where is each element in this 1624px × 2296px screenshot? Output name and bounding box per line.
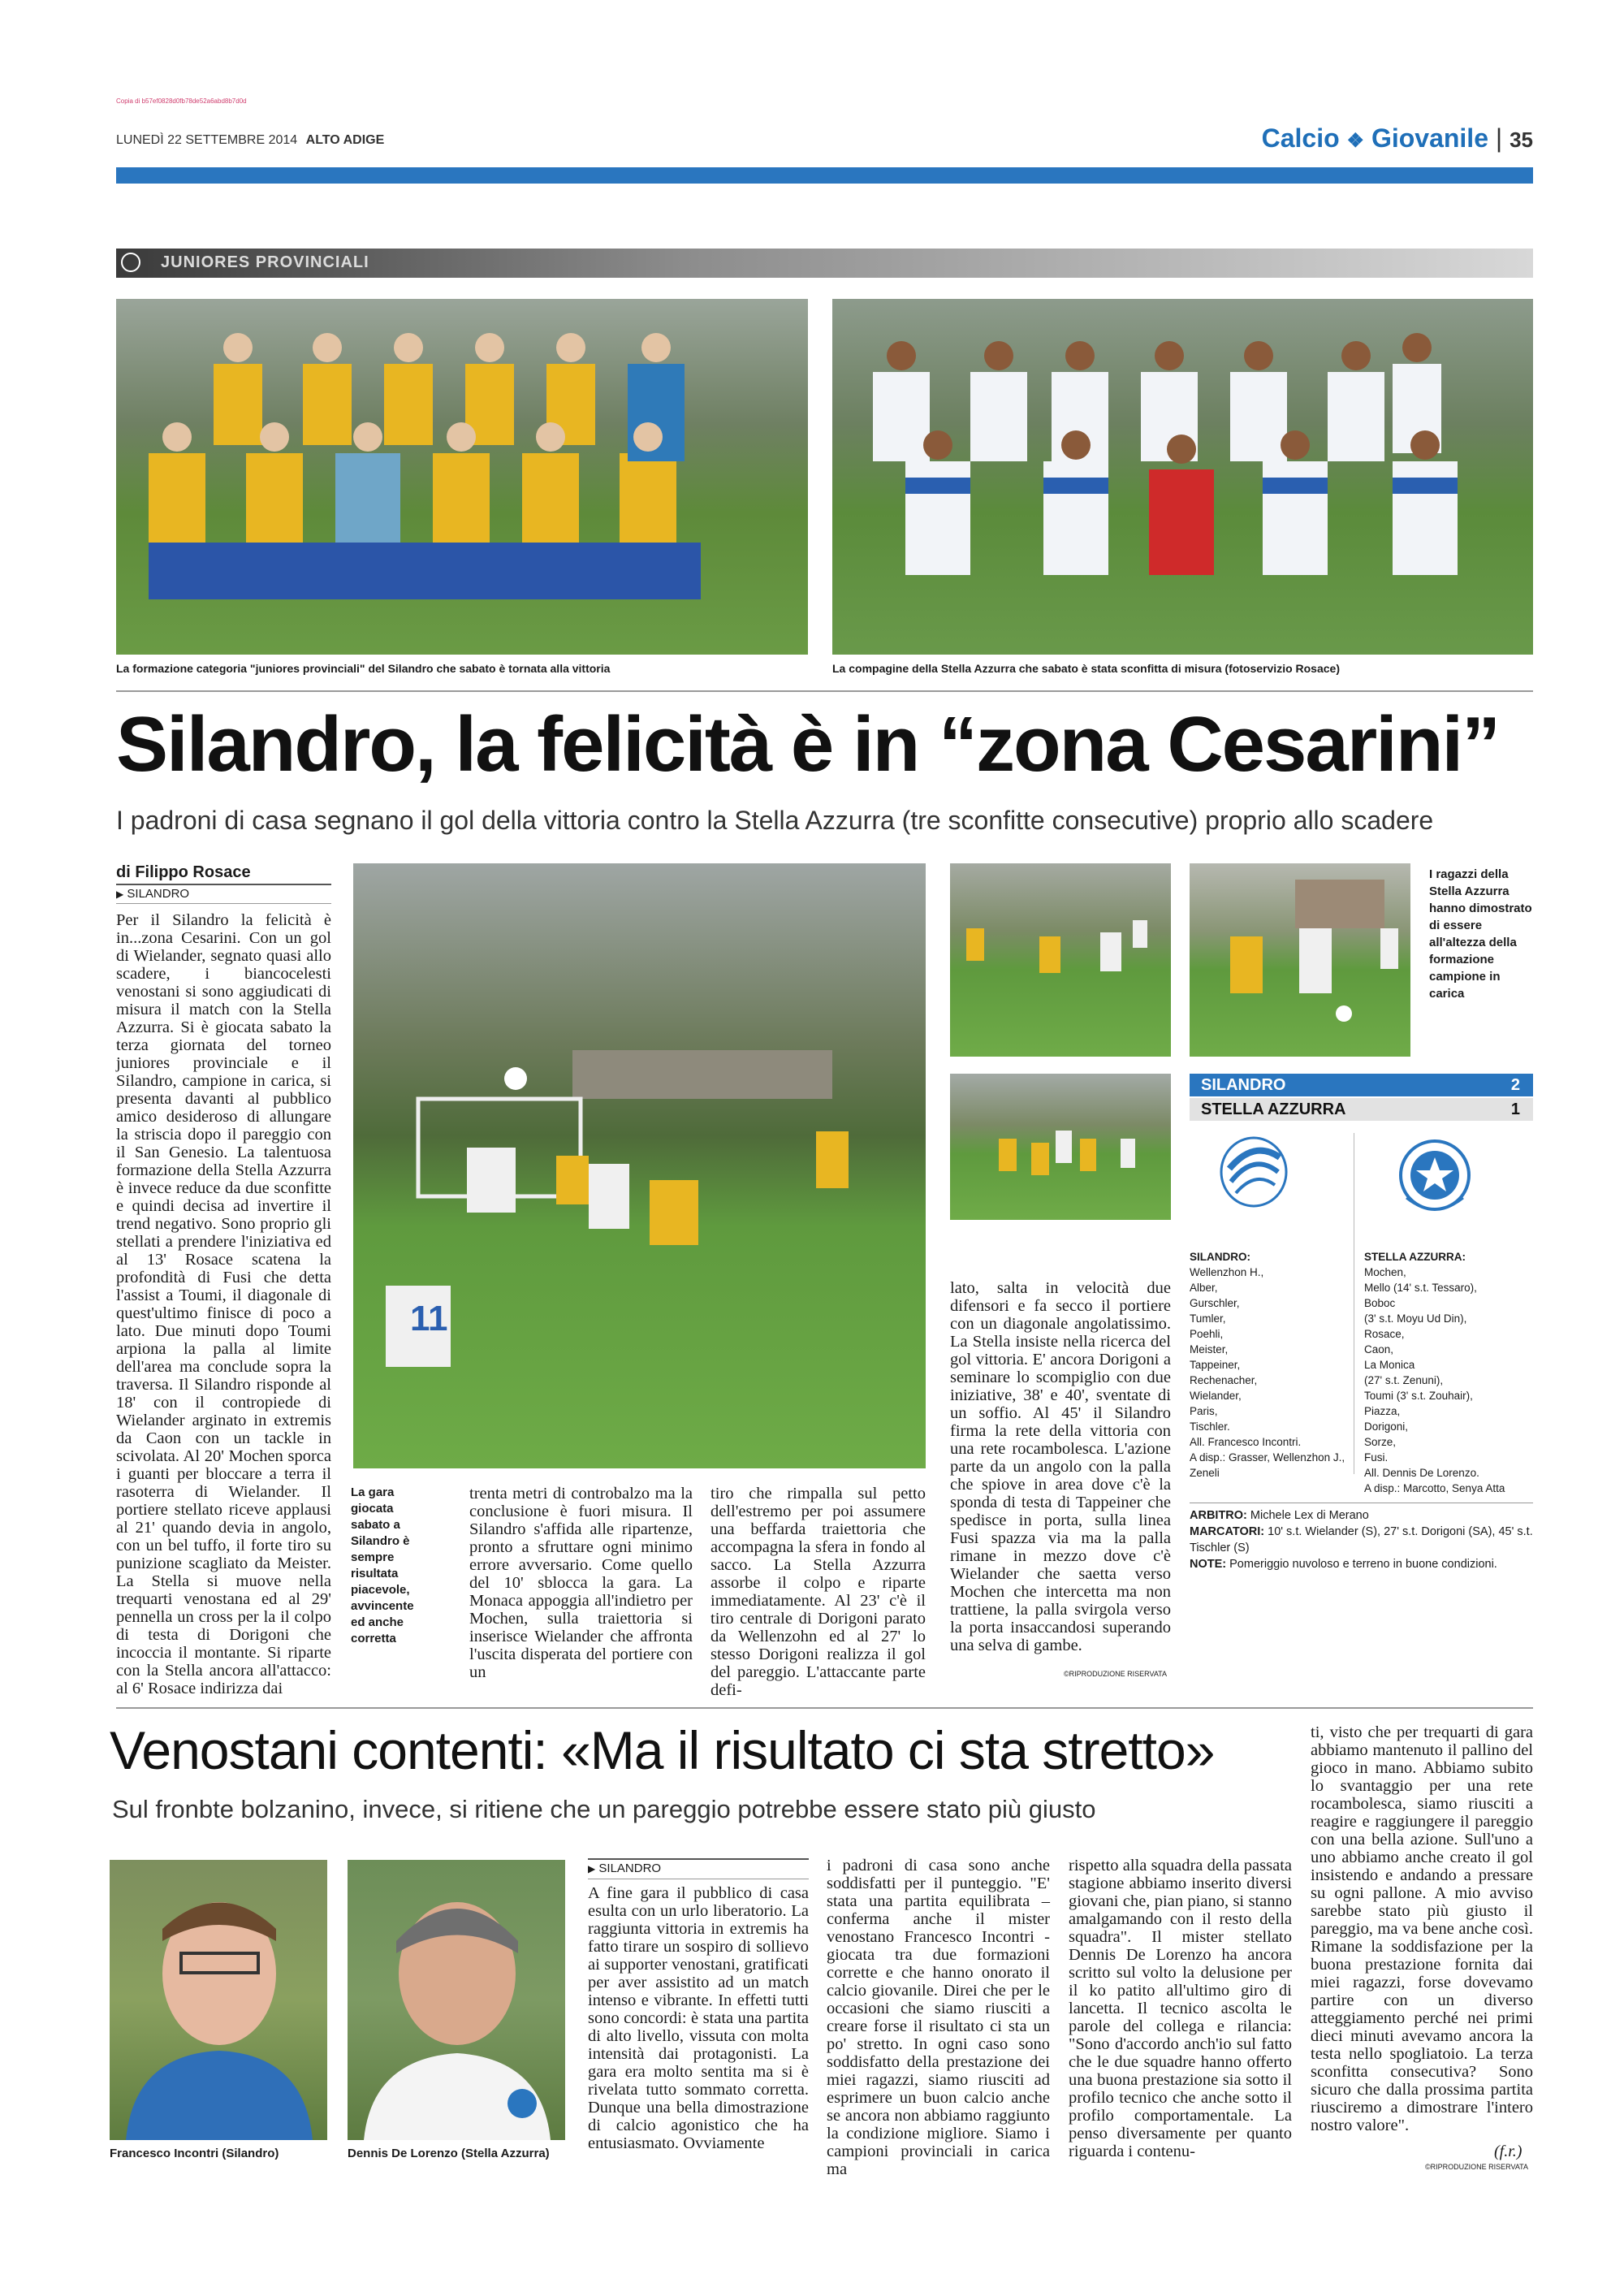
article1-col3: tiro che rimpalla sul petto dell'estremo per poi assumere una beffarda traiettoria che accompagna la sfera in fondo al sacco. La Stella Azzurra assorbe il colpo e riparte immediatamente. Al 23' c'è il tiro centrale di Dorigoni parato da Wellenzohn ed al 27' lo stesso Dorigoni realizza il gol del pareggio. L'attaccante parte defi-	[710, 1485, 926, 1699]
lineup-line: (3' s.t. Moyu Ud Din),	[1364, 1312, 1467, 1325]
referee-line	[1190, 1507, 1533, 1524]
divider-lower	[116, 1707, 1533, 1709]
article2-subhead: Sul fronbte bolzanino, invece, si ritiene che un pareggio potrebbe essere stato più giusto	[112, 1795, 1096, 1823]
lineup-line: Rechenacher,	[1190, 1374, 1258, 1386]
team-photo-stella	[832, 299, 1533, 655]
team-photo-right-caption: La compagine della Stella Azzurra che sabato è stata sconfitta di misura (fotoservizio Rosace)	[832, 662, 1340, 675]
article2-col1: A fine gara il pubblico di casa esulta con un urlo liberatorio. La raggiunta vittoria in extremis ha fatto tirare un sospiro di sollievo ai supporter venostani, gratificati per aver assistito ad un match intenso e vibrante. In effetti tutti sono concordi: è stata una partita di alto livello, vissuta con molta intensità dai protagonisti. La gara era molto sentita ma si è rivelata tutto sommato corretta. Dunque una bella dimostrazione di calcio agonistico che ha entusiasmato. Ovviamente	[588, 1884, 809, 2152]
paper-name: ALTO ADIGE	[305, 133, 385, 147]
clock-icon	[121, 253, 140, 272]
jersey-number: 11	[410, 1299, 448, 1338]
note-line	[1190, 1556, 1533, 1572]
match-photo-caption: La gara giocata sabato a Silandro è sempre risultata piacevole, avvincente ed anche corretta	[351, 1485, 414, 1645]
score-row-home	[1190, 1074, 1533, 1096]
lineup-line: Fusi.	[1364, 1451, 1389, 1464]
match-photo-4	[1190, 863, 1410, 1057]
lineup-line: All. Francesco Incontri.	[1190, 1436, 1302, 1448]
article1-headline: Silandro, la felicità è in “zona Cesarini”	[116, 701, 1500, 788]
match-photo-main	[353, 863, 926, 1468]
stella-logo-icon	[1397, 1133, 1474, 1222]
lineup-line: Mochen,	[1364, 1266, 1406, 1278]
away-score: 1	[1510, 1100, 1520, 1118]
home-lineup	[1190, 1249, 1348, 1481]
referee: Michele Lex di Merano	[1250, 1509, 1369, 1522]
scorers: 10' s.t. Wielander (S), 27' s.t. Dorigoni (SA), 45' s.t. Tischler (S)	[1190, 1525, 1533, 1554]
note: Pomeriggio nuvoloso e terreno in buone condizioni.	[1229, 1558, 1497, 1571]
coach-incontri-figure	[110, 1860, 327, 2140]
home-lineup-label: SILANDRO:	[1190, 1251, 1250, 1263]
lineup-line: Alber,	[1190, 1282, 1218, 1294]
coach1-caption: Francesco Incontri (Silandro)	[110, 2147, 279, 2160]
team-photo-silandro	[116, 299, 808, 655]
section-bar-label: JUNIORES PROVINCIALI	[161, 253, 369, 271]
team-silandro-figures	[116, 299, 808, 655]
away-lineup-label: STELLA AZZURRA:	[1364, 1251, 1466, 1263]
match-photo-scene	[353, 863, 926, 1468]
coach2-caption: Dennis De Lorenzo (Stella Azzurra)	[348, 2147, 550, 2160]
scorers-line	[1190, 1524, 1533, 1556]
match-photo-4-scene	[1190, 863, 1410, 1057]
lineup-line: Paris,	[1190, 1405, 1218, 1417]
lineup-line: La Monica	[1364, 1359, 1415, 1371]
lineup-line: Wellenzhon H.,	[1190, 1266, 1264, 1278]
lineup-line: Tumler,	[1190, 1312, 1226, 1325]
scoreboard	[1190, 1074, 1533, 1121]
article2-dateline-text: SILANDRO	[598, 1861, 662, 1875]
dateline-rule	[116, 903, 331, 904]
article1-col4: lato, salta in velocità due difensori e fa secco il portiere con un diagonale angolatissimo. La Stella insiste nella ricerca del gol vittoria. E' ancora Dorigoni a seminare lo scompiglio con due iniziative, 38' e 40', sventate di un soffio. Al 45' il Silandro firma la rete della vittoria con una rete rocambolesca. L'azione parte da un angolo con la palla che spiove in area dove c'è la sponda di testa di Tappeiner che spedisce in porta, sulla linea Fusi spazza via ma la palla rimane in mezzo dove c'è Wielander che saetta verso Mochen che intercetta ma non trattiene, la palla svirgola verso la porta insaccandosi superando una selva di gambe.	[950, 1279, 1171, 1654]
coach-photo-incontri	[110, 1860, 327, 2140]
lineup-line: Sorze,	[1364, 1436, 1397, 1448]
side-photo-caption: I ragazzi della Stella Azzurra hanno dimostrato di essere all'altezza della formazione campione in carica	[1429, 867, 1532, 1001]
lineup-line: Wielander,	[1190, 1390, 1242, 1402]
section-sep: ❖	[1346, 130, 1365, 152]
scorers-label: MARCATORI:	[1190, 1525, 1265, 1538]
lineup-line: Tappeiner,	[1190, 1359, 1241, 1371]
article2-dateline-rule-top	[588, 1858, 809, 1860]
away-team: STELLA AZZURRA	[1201, 1100, 1346, 1118]
referee-label: ARBITRO:	[1190, 1509, 1247, 1522]
page-number: 35	[1510, 128, 1533, 152]
lineup-line: Mello (14' s.t. Tessaro),	[1364, 1282, 1477, 1294]
lineup-line: Rosace,	[1364, 1328, 1405, 1340]
byline-rule	[116, 884, 331, 885]
date: LUNEDÌ 22 SETTEMBRE 2014	[116, 133, 298, 147]
silandro-logo-icon	[1218, 1133, 1289, 1214]
section-bar	[116, 249, 1533, 278]
article2-dateline: ▶ SILANDRO	[588, 1861, 662, 1875]
header-bar	[116, 167, 1533, 184]
lineup-line: (27' s.t. Zenuni),	[1364, 1374, 1444, 1386]
article1-col2: trenta metri di controbalzo ma la conclusione è fuori misura. Il Silandro s'affida alle ripartenze, pronto a sfruttare ogni minimo errore avversario. Come quello del 10' sblocca la gara. La Monaca appoggia all'indietro per Mochen, sulla traiettoria si inserisce Wielander che affronta l'uscita disperata del portiere con un	[469, 1485, 693, 1681]
coach-photo-delorenzo	[348, 1860, 565, 2140]
section-right: Giovanile	[1371, 123, 1488, 153]
copy-note: Copia di b57ef0828d0fb78de52a6abd8b7d0d	[116, 97, 247, 105]
lineup-line: A disp.: Marcotto, Senya Atta	[1364, 1482, 1505, 1494]
lineup-line: Gurschler,	[1190, 1297, 1240, 1309]
section-left: Calcio	[1261, 123, 1340, 153]
byline: di Filippo Rosace	[116, 863, 251, 881]
lineup-line: Caon,	[1364, 1343, 1394, 1356]
lineup-line: Toumi (3' s.t. Zouhair),	[1364, 1390, 1473, 1402]
match-photo-2	[950, 863, 1171, 1057]
lineup-line: Piazza,	[1364, 1405, 1401, 1417]
lineup-line: A disp.: Grasser, Wellenzhon J., Zeneli	[1190, 1451, 1345, 1479]
team-photo-left-caption: La formazione categoria "juniores provinciali" del Silandro che sabato è tornata alla vittoria	[116, 662, 611, 675]
match-photo-3-scene	[950, 1074, 1171, 1220]
match-photo-2-scene	[950, 863, 1171, 1057]
section-title: Calcio ❖ Giovanile | 35	[1261, 123, 1533, 153]
team-stella-figures	[832, 299, 1533, 655]
lineup-line: Dorigoni,	[1364, 1420, 1409, 1433]
lineup-line: All. Dennis De Lorenzo.	[1364, 1467, 1479, 1479]
match-info	[1190, 1507, 1533, 1572]
article1-copyright: ©RIPRODUZIONE RISERVATA	[1064, 1670, 1167, 1678]
away-lineup	[1364, 1249, 1533, 1496]
article2-headline: Venostani contenti: «Ma il risultato ci sta stretto»	[110, 1720, 1215, 1780]
score-row-away	[1190, 1098, 1533, 1121]
home-team: SILANDRO	[1201, 1076, 1286, 1094]
article2-signature: (f.r.)	[1494, 2143, 1522, 2160]
match-photo-3	[950, 1074, 1171, 1220]
article2-col2: i padroni di casa sono anche soddisfatti per il punteggio. "E' stata una partita equilibrata – conferma anche il mister venostano Francesco Incontri - giocata tra due formazioni corrette e che hanno onorato il calcio giovanile. Direi che per le occasioni che siamo riusciti a creare forse il risultato ci sta un po' stretto. In ogni caso sono soddisfatto della prestazione dei miei ragazzi, siamo riusciti ad esprimere un buon calcio anche se ancora non abbiamo raggiunto la condizione migliore. Siamo i campioni provinciali in carica ma	[827, 1857, 1050, 2178]
article1-col1: Per il Silandro la felicità è in...zona Cesarini. Con un gol di Wielander, segnato quasi allo scadere, i biancocelesti venostani si sono aggiudicati di misura il match con la Stella Azzurra. Si è giocata sabato la terza giornata del torneo juniores provinciale e il Silandro, campione in carica, si presenta davanti al pubblico amico desideroso di allungare la striscia dopo il pareggio con il San Genesio. La talentuosa formazione della Stella Azzurra è invece reduce da due sconfitte e quindi decisa ad invertire il trend negativo. Sono proprio gli stellati a prendere l'iniziativa ed al 13' Rosace scatena la profondità di Fusi che detta l'assist a Toumi, il diagonale di quest'ultimo finisce di poco a lato. Due minuti dopo Toumi arpiona la palla al limite dell'area ma conclude sopra la traversa. Il Silandro risponde al 18' con il contropiede di Wielander arginato in extremis da Caon con un tackle in scivolata. Al 20' Mochen sporca i guanti per bloccare a terra il rasoterra di Wielander. Il portiere stellato riceve applausi al 21' quando devia in angolo, con un bel tuffo, il forte tiro su punizione scagliato da Meister. La Stella si muove nella trequarti venostana ed al 29' pennella un cross per la il colpo di testa di Dorigoni che incoccia il montante. Si riparte con la Stella ancora all'attacco: al 6' Rosace indirizza dai	[116, 911, 331, 1697]
lineup-line: Tischler.	[1190, 1420, 1230, 1433]
article2-copyright: ©RIPRODUZIONE RISERVATA	[1425, 2163, 1528, 2171]
lineup-line: Meister,	[1190, 1343, 1229, 1356]
header-date	[116, 133, 384, 148]
article1-subhead: I padroni di casa segnano il gol della vittoria contro la Stella Azzurra (tre sconfitte consecutive) proprio allo scadere	[116, 806, 1434, 835]
lineup-line: Boboc	[1364, 1297, 1396, 1309]
dateline-text: SILANDRO	[127, 887, 190, 901]
lineup-line: Poehli,	[1190, 1328, 1224, 1340]
article2-col4: ti, visto che per trequarti di gara abbiamo mantenuto il pallino del gioco in mano. Abbiamo subito lo svantaggio per una rete rocambolesca, siamo riusciti a reagire e raggiungere il pareggio con una bella azione. Sull'uno a uno abbiamo anche creato il gol insistendo e andando a pressare su ogni pallone. A mio avviso sarebbe stato più giusto il pareggio, ma va bene anche così. Rimane la soddisfazione per la buona prestazione fornita dai miei ragazzi, forse dovevamo partire con un diverso atteggiamento perché nei primi dieci minuti avevamo ancora la testa nello spogliatoio. La terza sconfitta consecutiva? Sono sicuro che dalla prossima partita riusciremo a dimostrare l'intero nostro valore".	[1311, 1723, 1533, 2134]
dateline: ▶ SILANDRO	[116, 887, 190, 901]
home-score: 2	[1510, 1076, 1520, 1094]
divider	[116, 690, 1533, 692]
coach-delorenzo-figure	[348, 1860, 565, 2140]
article2-col3: rispetto alla squadra della passata stagione abbiamo inserito diversi giovani che, pian piano, si stanno amalgamando con il resto della squadra". Il mister stellato Dennis De Lorenzo ha ancora scritto sul volto la delusione per il ko patito all'ultimo giro di lancetta. Il tecnico ascolta le parole del collega e rilancia: "Sono d'accordo anch'io sul fatto che le due squadre hanno offerto una buona prestazione sia sotto il profilo tecnico che anche sotto il profilo comportamentale. La penso diversamente per quanto riguarda i contenu-	[1069, 1857, 1292, 2160]
note-label: NOTE:	[1190, 1558, 1227, 1571]
